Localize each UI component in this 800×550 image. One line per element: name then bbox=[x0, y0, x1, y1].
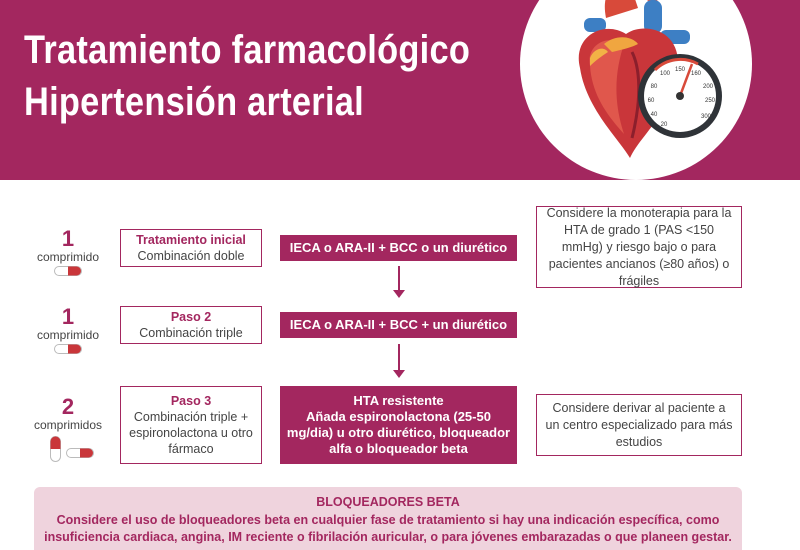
step1-note bbox=[536, 206, 742, 288]
step3-count-label: comprimidos bbox=[33, 418, 102, 432]
step1-count-number: 1 bbox=[61, 226, 75, 251]
step2-subtitle: Combinación triple bbox=[139, 326, 243, 340]
gauge-tick: 150 bbox=[674, 67, 686, 73]
step1-regimen-text: IECA o ARA-II + BCC o un diurético bbox=[289, 240, 508, 255]
step3-box bbox=[120, 386, 262, 464]
step2-regimen-text: IECA o ARA-II + BCC + un diurético bbox=[289, 317, 508, 332]
step1-regimen bbox=[280, 235, 517, 261]
step1-box bbox=[120, 229, 262, 267]
gauge-tick: 300 bbox=[700, 114, 712, 120]
gauge-tick: 40 bbox=[650, 112, 658, 118]
arrow-down bbox=[398, 266, 400, 296]
gauge-tick: 250 bbox=[704, 98, 716, 104]
gauge-tick: 200 bbox=[702, 84, 714, 90]
step3-note-text: Considere derivar al paciente a un centro especializado para más estudios bbox=[545, 400, 733, 449]
step2-count bbox=[28, 306, 108, 343]
heart-illustration bbox=[520, 0, 752, 180]
step1-subtitle: Combinación doble bbox=[137, 249, 245, 263]
gauge-tick: 160 bbox=[690, 71, 702, 77]
beta-blockers-title: BLOQUEADORES BETA bbox=[316, 495, 460, 509]
step3-regimen bbox=[280, 386, 517, 464]
gauge-tick: 60 bbox=[647, 98, 655, 104]
pill-icon bbox=[54, 344, 82, 354]
blood-pressure-gauge-icon bbox=[638, 54, 722, 138]
gauge-tick: 20 bbox=[660, 122, 668, 128]
page-title: Tratamiento farmacológico bbox=[24, 28, 471, 72]
step1-note-text: Considere la monoterapia para la HTA de grado 1 (PAS <150 mmHg) y riesgo bajo o para pacientes ancianos (≥80 años) o frágiles bbox=[546, 205, 732, 288]
pill-icon bbox=[50, 436, 62, 462]
beta-blockers-text: Considere el uso de bloqueadores beta en cualquier fase de tratamiento si hay una indicación específica, como insuficiencia cardiaca, angina, IM reciente o fibrilación auricular, o para jóvenes embarazadas o que planeen gestar. bbox=[44, 513, 732, 544]
page-subtitle: Hipertensión arterial bbox=[24, 80, 364, 124]
step2-box bbox=[120, 306, 262, 344]
step1-count bbox=[28, 228, 108, 265]
gauge-tick: 80 bbox=[650, 84, 658, 90]
step2-count-number: 1 bbox=[61, 304, 75, 329]
step1-title: Tratamiento inicial bbox=[136, 233, 246, 247]
pill-icon bbox=[54, 266, 82, 276]
step3-regimen-text: Añada espironolactona (25-50 mg/dia) u otro diurético, bloqueador alfa o bloqueador beta bbox=[286, 409, 511, 456]
step2-regimen bbox=[280, 312, 517, 338]
step3-count bbox=[28, 396, 108, 433]
header-banner bbox=[0, 0, 800, 180]
beta-blockers-panel bbox=[34, 487, 742, 550]
step3-title: Paso 3 bbox=[170, 394, 212, 408]
pill-icon bbox=[66, 448, 94, 458]
step3-subtitle: Combinación triple + espironolactona u otro fármaco bbox=[129, 410, 253, 456]
step3-count-number: 2 bbox=[61, 394, 75, 419]
step2-count-label: comprimido bbox=[36, 328, 99, 342]
illustration-circle bbox=[520, 0, 752, 180]
step3-note bbox=[536, 394, 742, 456]
gauge-tick: 100 bbox=[659, 71, 671, 77]
step2-title: Paso 2 bbox=[170, 310, 212, 324]
step1-count-label: comprimido bbox=[36, 250, 99, 264]
step3-regimen-title: HTA resistente bbox=[353, 393, 444, 408]
arrow-down bbox=[398, 344, 400, 376]
